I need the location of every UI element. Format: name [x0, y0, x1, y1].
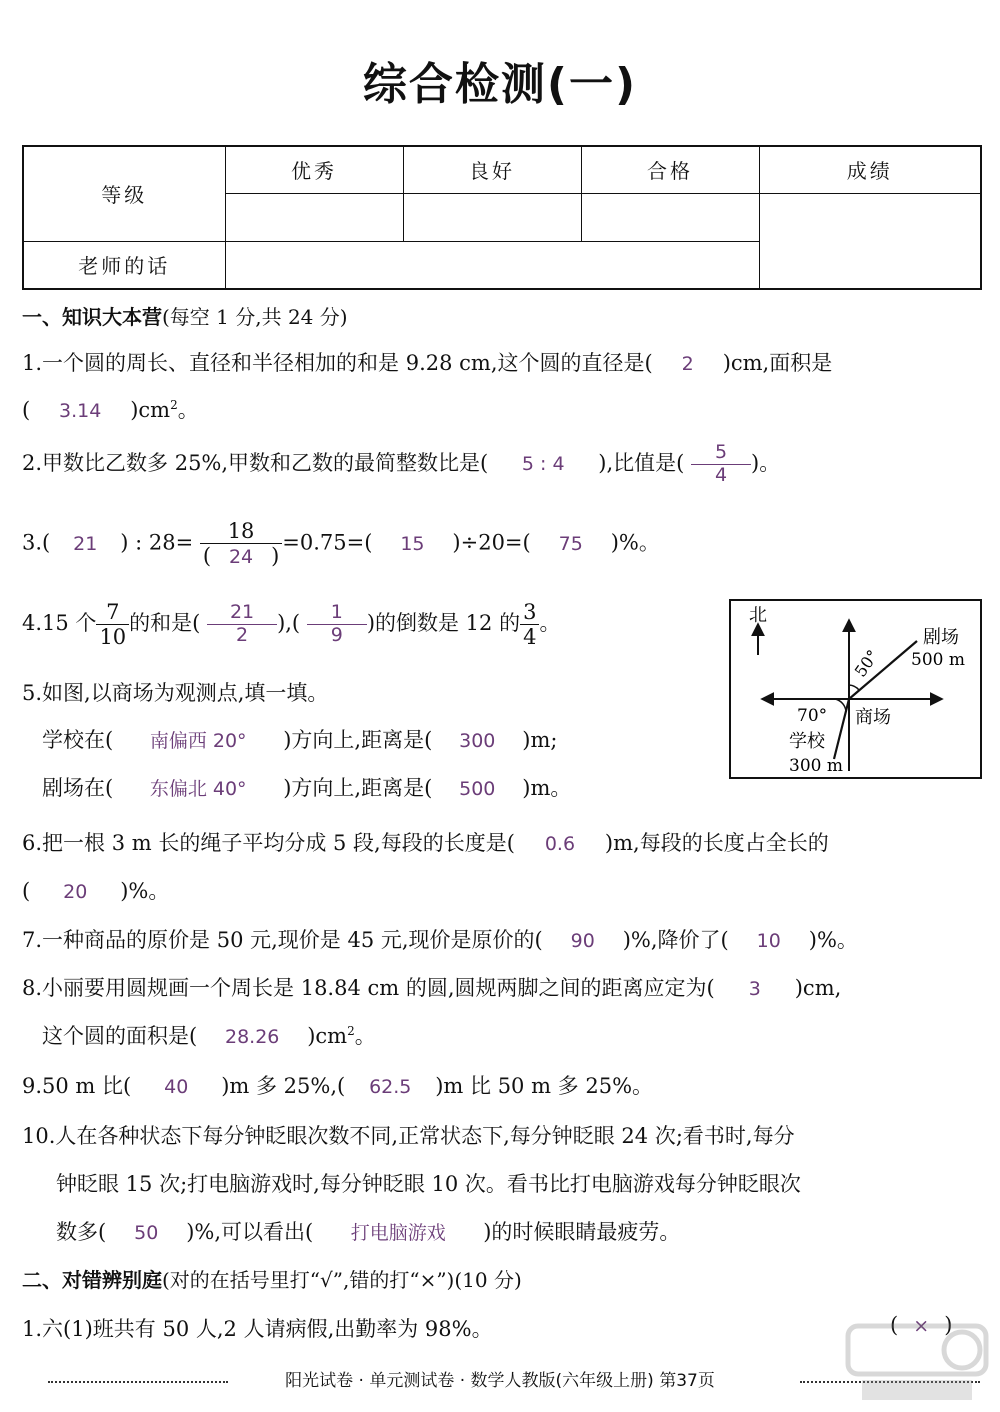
answer: 21	[73, 532, 98, 555]
question-5b: 剧场在( 东偏北 40° )方向上,距离是( 500 )m。	[42, 776, 572, 800]
section2-question-1: 1.六(1)班共有 50 人,2 人请病假,出勤率为 98%。	[22, 1317, 493, 1341]
question-3: 3.( 21 ) : 28= $\frac{18}{( 24 )}$ =0.75=( 15 )÷20=( 75 )%。	[22, 519, 660, 569]
north-label: 北	[749, 605, 767, 626]
score-box[interactable]	[759, 193, 981, 289]
angle-arc-50	[849, 685, 859, 690]
line-to-school	[834, 699, 849, 759]
section2-answer-box: ( × )	[890, 1313, 953, 1337]
answer: 10	[756, 930, 781, 952]
answer-fraction: $\frac{1}{9}$	[307, 602, 367, 647]
answer: 40	[164, 1076, 189, 1098]
answer: 3.14	[59, 400, 102, 422]
section2-heading: 二、对错辨别庭(对的在括号里打“√”,错的打“×”)(10 分)	[22, 1268, 522, 1292]
grade-excellent-box[interactable]	[225, 193, 403, 241]
section1-heading: 一、知识大本营(每空 1 分,共 24 分)	[22, 305, 348, 329]
direction-map	[729, 599, 982, 779]
grade-pass: 合格	[581, 146, 759, 193]
map-diagram	[731, 601, 980, 777]
question-4: 4.15 个 $\frac{7}{10}$ 的和是( $\frac{21}{2}$ ),( $\frac{1}{9}$ )的倒数是 12 的 $\frac{3}{4}$ 。	[22, 600, 561, 650]
answer: 打电脑游戏	[350, 1222, 446, 1244]
angle-50-label: 50°	[850, 646, 883, 681]
grade-pass-box[interactable]	[581, 193, 759, 241]
answer: 500	[459, 778, 496, 800]
question-5a: 学校在( 南偏西 20° )方向上,距离是( 300 )m;	[42, 728, 558, 752]
question-5: 5.如图,以商场为观测点,填一填。	[22, 681, 329, 705]
answer: 南偏西 20°	[149, 730, 247, 752]
answer: 62.5	[369, 1076, 412, 1098]
fraction-18: $\frac{18}{( 24 )}$	[200, 519, 282, 569]
grade-good-box[interactable]	[403, 193, 581, 241]
answer: 28.26	[225, 1026, 280, 1048]
question-9: 9.50 m 比( 40 )m 多 25%,( 62.5 )m 比 50 m 多 25%。	[22, 1074, 654, 1098]
answer: 3	[748, 978, 761, 1000]
answer-fraction: $\frac{21}{2}$	[207, 602, 277, 647]
theater-distance: 500 m	[911, 650, 965, 670]
question-1b: ( 3.14 )$cm^2$。	[22, 398, 199, 422]
answer: 90	[570, 930, 595, 952]
teacher-comment-box[interactable]	[225, 241, 759, 289]
question-8b: 这个圆的面积是( 28.26 )$cm^2$。	[42, 1024, 376, 1048]
fraction-7-10: $\frac{7}{10}$	[96, 600, 129, 649]
teacher-comment-label: 老师的话	[23, 241, 225, 289]
answer: 0.6	[544, 833, 576, 855]
question-2: 2.甲数比乙数多 25%,甲数和乙数的最简整数比是( 5 : 4 ),比值是( $\frac{5}{4}$ )。	[22, 441, 781, 486]
grade-excellent: 优秀	[225, 146, 403, 193]
school-distance: 300 m	[789, 756, 843, 776]
question-10b: 钟眨眼 15 次;打电脑游戏时,每分钟眨眼 10 次。看书比打电脑游戏每分钟眨眼次	[56, 1172, 801, 1196]
grade-table	[22, 145, 982, 290]
answer: 15	[400, 532, 425, 555]
question-6b: ( 20 )%。	[22, 879, 170, 903]
question-6a: 6.把一根 3 m 长的绳子平均分成 5 段,每段的长度是( 0.6 )m,每段的长度占全长的	[22, 831, 829, 855]
answer: 75	[558, 532, 583, 555]
question-10c: 数多( 50 )%,可以看出( 打电脑游戏 )的时候眼睛最疲劳。	[56, 1220, 681, 1244]
school-label: 学校	[789, 731, 825, 752]
answer: 东偏北 40°	[149, 778, 247, 800]
score-label: 成绩	[759, 146, 981, 193]
answer-cross: ×	[913, 1315, 930, 1337]
page-footer: 阳光试卷 · 单元测试卷 · 数学人教版(六年级上册) 第37页	[285, 1371, 715, 1391]
angle-arc-70	[835, 699, 846, 712]
question-7: 7.一种商品的原价是 50 元,现价是 45 元,现价是原价的( 90 )%,降价了( 10 )%。	[22, 928, 858, 952]
answer-fraction: $\frac{5}{4}$	[691, 442, 751, 487]
fraction-3-4: $\frac{3}{4}$	[520, 600, 539, 649]
grade-good: 良好	[403, 146, 581, 193]
answer: 50	[134, 1222, 159, 1244]
question-8a: 8.小丽要用圆规画一个周长是 18.84 cm 的圆,圆规两脚之间的距离应定为( 3 )cm,	[22, 976, 842, 1000]
answer: 300	[459, 730, 496, 752]
answer: 2	[681, 353, 694, 375]
grade-label: 等级	[23, 146, 225, 241]
mall-label: 商场	[855, 707, 891, 728]
page-title: 综合检测(一)	[362, 59, 638, 110]
angle-70-label: 70°	[797, 706, 828, 726]
answer: 20	[63, 881, 88, 903]
question-1a: 1.一个圆的周长、直径和半径相加的和是 9.28 cm,这个圆的直径是( 2 )cm,面积是	[22, 351, 833, 375]
watermark-logo-icon	[842, 1318, 992, 1408]
theater-label: 剧场	[923, 627, 959, 648]
answer: 5 : 4	[521, 452, 565, 475]
question-10a: 10.人在各种状态下每分钟眨眼次数不同,正常状态下,每分钟眨眼 24 次;看书时,每分	[22, 1124, 795, 1148]
